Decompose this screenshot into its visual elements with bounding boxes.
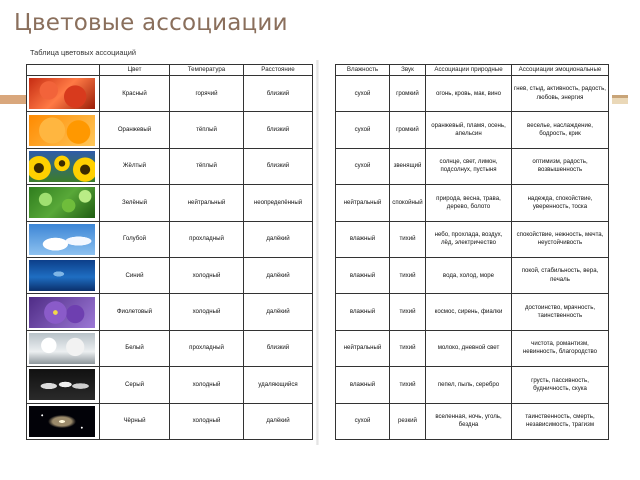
table-row <box>336 403 609 439</box>
table-row <box>27 148 313 184</box>
color-association-table-left <box>26 64 313 440</box>
color-cell: Красный <box>100 76 170 112</box>
table-row <box>336 330 609 366</box>
table-row <box>27 185 313 221</box>
nature-cell: природа, весна, трава, дерево, болото <box>426 185 512 221</box>
humidity-cell: сухой <box>336 403 390 439</box>
table-row <box>27 76 313 112</box>
table-row <box>27 257 313 293</box>
table-row <box>336 367 609 403</box>
sound-cell: тихий <box>390 294 426 330</box>
header-distance: Расстояние <box>244 65 313 76</box>
silver-teapots-photo <box>29 369 95 400</box>
color-cell: Оранжевый <box>100 112 170 148</box>
table-row <box>336 76 609 112</box>
emotion-cell: спокойствие, нежность, мечта, неустойчивость <box>512 221 609 257</box>
humidity-cell: влажный <box>336 257 390 293</box>
humidity-cell: влажный <box>336 294 390 330</box>
table-caption: Таблица цветовых ассоциаций <box>30 48 137 57</box>
slide-title: Цветовые ассоциации <box>14 10 288 36</box>
nature-cell: пепел, пыль, серебро <box>426 367 512 403</box>
header-sound: Звук <box>390 65 426 76</box>
table-row <box>336 257 609 293</box>
emotion-cell: покой, стабильность, вера, печаль <box>512 257 609 293</box>
distance-cell: близкий <box>244 148 313 184</box>
humidity-cell: сухой <box>336 76 390 112</box>
humidity-cell: сухой <box>336 112 390 148</box>
humidity-cell: влажный <box>336 221 390 257</box>
sound-cell: тихий <box>390 257 426 293</box>
color-association-table-right <box>335 64 609 440</box>
emotion-cell: грусть, пассивность, будничность, скука <box>512 367 609 403</box>
header-color: Цвет <box>100 65 170 76</box>
red-peppers-photo <box>29 78 95 109</box>
sound-cell: спокойный <box>390 185 426 221</box>
distance-cell: близкий <box>244 112 313 148</box>
color-cell: Синий <box>100 257 170 293</box>
temperature-cell: холодный <box>170 257 244 293</box>
sunflowers-photo <box>29 151 95 182</box>
nature-cell: солнце, свет, лимон, подсолнух, пустыня <box>426 148 512 184</box>
color-cell: Фиолетовый <box>100 294 170 330</box>
emotion-cell: надежда, спокойствие, уверенность, тоска <box>512 185 609 221</box>
distance-cell: неопределённый <box>244 185 313 221</box>
distance-cell: далёкий <box>244 257 313 293</box>
winter-trees-photo <box>29 333 95 364</box>
header-photo <box>27 65 100 76</box>
temperature-cell: нейтральный <box>170 185 244 221</box>
color-cell: Зелёный <box>100 185 170 221</box>
table-row <box>27 367 313 403</box>
table-row <box>336 112 609 148</box>
sound-cell: тихий <box>390 221 426 257</box>
color-cell: Чёрный <box>100 403 170 439</box>
table-row <box>27 112 313 148</box>
decorative-bar-left <box>0 95 26 104</box>
sound-cell: громкий <box>390 112 426 148</box>
temperature-cell: тёплый <box>170 148 244 184</box>
table-header-row <box>27 65 313 76</box>
temperature-cell: холодный <box>170 367 244 403</box>
distance-cell: далёкий <box>244 221 313 257</box>
table-row <box>336 185 609 221</box>
temperature-cell: холодный <box>170 294 244 330</box>
temperature-cell: прохладный <box>170 221 244 257</box>
sound-cell: тихий <box>390 367 426 403</box>
sound-cell: резкий <box>390 403 426 439</box>
nature-cell: вода, холод, море <box>426 257 512 293</box>
distance-cell: близкий <box>244 330 313 366</box>
color-cell: Голубой <box>100 221 170 257</box>
header-humidity: Влажность <box>336 65 390 76</box>
header-emotional-associations: Ассоциации эмоциональные <box>512 65 609 76</box>
book-spine-shadow <box>316 60 319 445</box>
galaxy-photo <box>29 406 95 437</box>
oranges-photo <box>29 115 95 146</box>
distance-cell: близкий <box>244 76 313 112</box>
table-row <box>27 294 313 330</box>
humidity-cell: нейтральный <box>336 185 390 221</box>
sound-cell: звенящий <box>390 148 426 184</box>
color-cell: Белый <box>100 330 170 366</box>
distance-cell: далёкий <box>244 294 313 330</box>
temperature-cell: холодный <box>170 403 244 439</box>
temperature-cell: горячий <box>170 76 244 112</box>
table-row <box>27 221 313 257</box>
color-cell: Жёлтый <box>100 148 170 184</box>
humidity-cell: нейтральный <box>336 330 390 366</box>
table-row <box>336 221 609 257</box>
sound-cell: громкий <box>390 76 426 112</box>
emotion-cell: оптимизм, радость, возвышенность <box>512 148 609 184</box>
violet-flowers-photo <box>29 297 95 328</box>
table-row <box>336 294 609 330</box>
temperature-cell: тёплый <box>170 112 244 148</box>
table-header-row <box>336 65 609 76</box>
nature-cell: небо, прохлада, воздух, лёд, электричество <box>426 221 512 257</box>
emotion-cell: достоинство, мрачность, таинственность <box>512 294 609 330</box>
table-row <box>27 330 313 366</box>
header-nature-associations: Ассоциации природные <box>426 65 512 76</box>
green-foliage-photo <box>29 187 95 218</box>
emotion-cell: веселье, наслаждение, бодрость, крик <box>512 112 609 148</box>
table-row <box>336 148 609 184</box>
nature-cell: вселенная, ночь, уголь, бездна <box>426 403 512 439</box>
color-cell: Серый <box>100 367 170 403</box>
humidity-cell: сухой <box>336 148 390 184</box>
decorative-bar-right <box>612 95 628 104</box>
emotion-cell: таинственность, смерть, независимость, трагизм <box>512 403 609 439</box>
table-row <box>27 403 313 439</box>
emotion-cell: гнев, стыд, активность, радость, любовь, энергия <box>512 76 609 112</box>
nature-cell: молоко, дневной свет <box>426 330 512 366</box>
distance-cell: удаляющийся <box>244 367 313 403</box>
nature-cell: огонь, кровь, мак, вино <box>426 76 512 112</box>
dolphin-sea-photo <box>29 260 95 291</box>
header-temperature: Температура <box>170 65 244 76</box>
nature-cell: космос, сирень, фиалки <box>426 294 512 330</box>
sound-cell: тихий <box>390 330 426 366</box>
humidity-cell: влажный <box>336 367 390 403</box>
temperature-cell: прохладный <box>170 330 244 366</box>
emotion-cell: чистота, романтизм, невинность, благородство <box>512 330 609 366</box>
sky-clouds-photo <box>29 224 95 255</box>
distance-cell: далёкий <box>244 403 313 439</box>
nature-cell: оранжевый, пламя, осень, апельсин <box>426 112 512 148</box>
